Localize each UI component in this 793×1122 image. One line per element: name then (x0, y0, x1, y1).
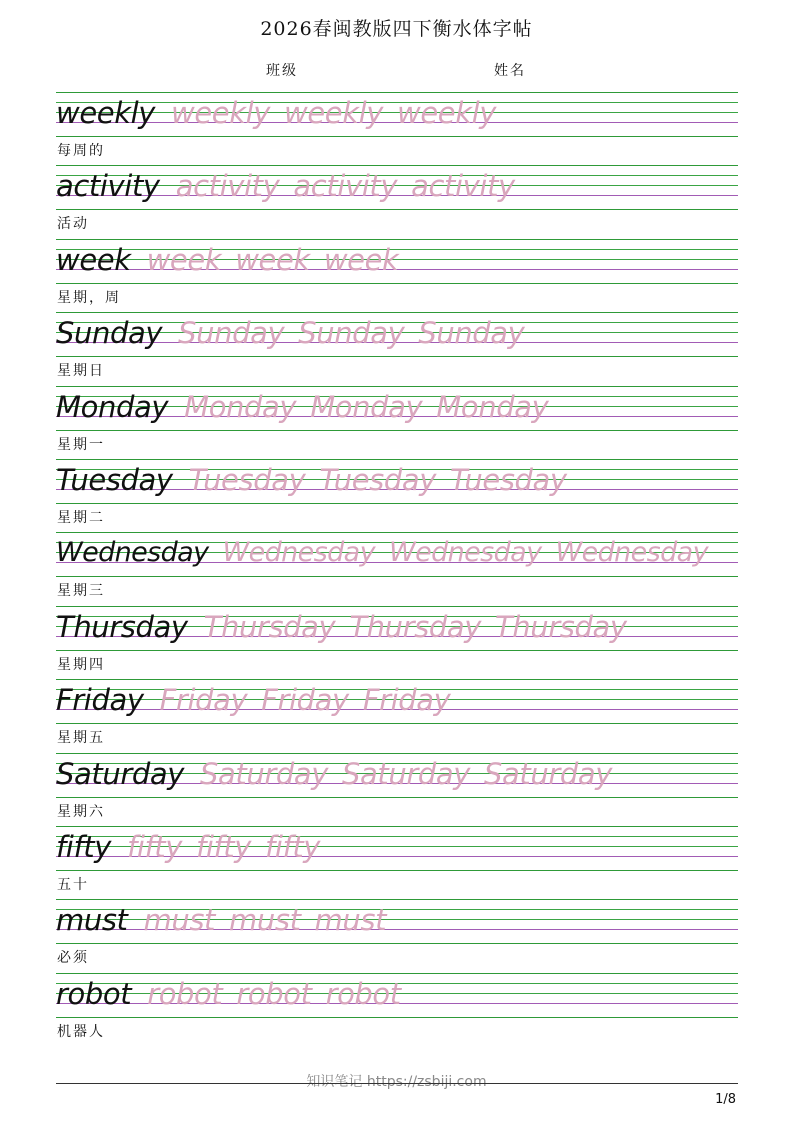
word-trace: Tuesday (188, 462, 306, 497)
source-link[interactable]: 知识笔记 https://zsbiji.com (306, 1074, 487, 1090)
word-main: must (56, 903, 128, 938)
footer-divider (56, 1083, 738, 1084)
word-trace: robot (236, 976, 312, 1011)
word-trace: Sunday (178, 316, 285, 351)
word-trace: Saturday (342, 756, 470, 791)
word-trace: activity (293, 169, 398, 204)
word-main: Tuesday (56, 462, 173, 497)
word-meaning: 星期，周 (57, 289, 121, 306)
word-trace: must (314, 903, 387, 938)
copybook-row (56, 92, 738, 165)
copybook-row (56, 165, 738, 238)
word-trace: Thursday (494, 609, 627, 644)
word-trace: activity (411, 169, 515, 204)
copybook-row (56, 973, 738, 1046)
word-trace: Sunday (298, 316, 405, 351)
word-trace: activity (175, 169, 280, 204)
copybook-row (56, 312, 738, 385)
copybook-row (56, 532, 738, 605)
word-meaning: 机器人 (57, 1023, 105, 1040)
page-number: 1/8 (715, 1092, 736, 1107)
copybook-row (56, 826, 738, 899)
word-trace: fifty (265, 829, 321, 864)
class-label: 班级 (266, 63, 298, 79)
copybook-row (56, 239, 738, 312)
word-trace: Thursday (349, 609, 481, 644)
name-label: 姓名 (494, 63, 526, 79)
word-trace: week (323, 242, 399, 277)
word-trace: week (235, 242, 310, 277)
word-trace: fifty (196, 829, 252, 864)
word-trace: Monday (436, 389, 549, 424)
word-trace: must (143, 903, 216, 938)
word-main: week (56, 242, 131, 277)
word-main: Thursday (56, 609, 188, 644)
copybook-row (56, 386, 738, 459)
word-trace: Wednesday (222, 537, 375, 569)
word-main: Monday (56, 389, 169, 424)
word-trace: Monday (310, 389, 423, 424)
copybook-row (56, 899, 738, 972)
word-trace: Friday (362, 683, 451, 718)
word-trace: week (146, 242, 222, 277)
word-trace: weekly (397, 96, 497, 130)
word-meaning: 活动 (57, 216, 89, 233)
word-trace: Wednesday (555, 537, 708, 569)
word-trace: must (229, 903, 301, 938)
word-trace: Wednesday (389, 537, 542, 569)
copybook-row (56, 606, 738, 679)
word-trace: fifty (127, 829, 183, 864)
word-trace: Friday (159, 683, 248, 718)
word-meaning: 星期五 (57, 730, 105, 747)
word-main: weekly (56, 96, 156, 130)
word-trace: Saturday (200, 756, 328, 791)
word-trace: Thursday (203, 609, 336, 644)
word-main: Saturday (56, 756, 184, 791)
word-trace: weekly (284, 96, 384, 130)
word-meaning: 星期六 (57, 803, 105, 820)
word-trace: Friday (261, 683, 349, 718)
word-meaning: 星期四 (57, 656, 105, 673)
word-meaning: 星期日 (57, 363, 105, 380)
copybook-rows (56, 92, 738, 1046)
word-trace: Tuesday (450, 462, 567, 497)
word-main: activity (56, 169, 160, 204)
word-main: Wednesday (56, 537, 209, 569)
word-meaning: 星期三 (57, 583, 105, 600)
copybook-row (56, 459, 738, 532)
word-trace: robot (325, 976, 401, 1011)
word-meaning: 星期二 (57, 509, 105, 526)
word-main: fifty (56, 829, 112, 864)
word-meaning: 必须 (57, 950, 89, 967)
word-trace: robot (147, 976, 223, 1011)
copybook-row (56, 753, 738, 826)
word-meaning: 星期一 (57, 436, 105, 453)
word-main: Friday (56, 683, 144, 718)
word-trace: Tuesday (319, 462, 437, 497)
word-main: robot (56, 976, 132, 1011)
copybook-row (56, 679, 738, 752)
page-title: 2026春闽教版四下衡水体字帖 (260, 18, 533, 40)
word-main: Sunday (56, 316, 163, 351)
word-trace: weekly (171, 96, 271, 130)
word-meaning: 五十 (57, 876, 89, 893)
word-meaning: 每周的 (57, 143, 105, 159)
word-trace: Monday (184, 389, 297, 424)
word-trace: Saturday (484, 756, 612, 791)
word-trace: Sunday (418, 316, 525, 351)
